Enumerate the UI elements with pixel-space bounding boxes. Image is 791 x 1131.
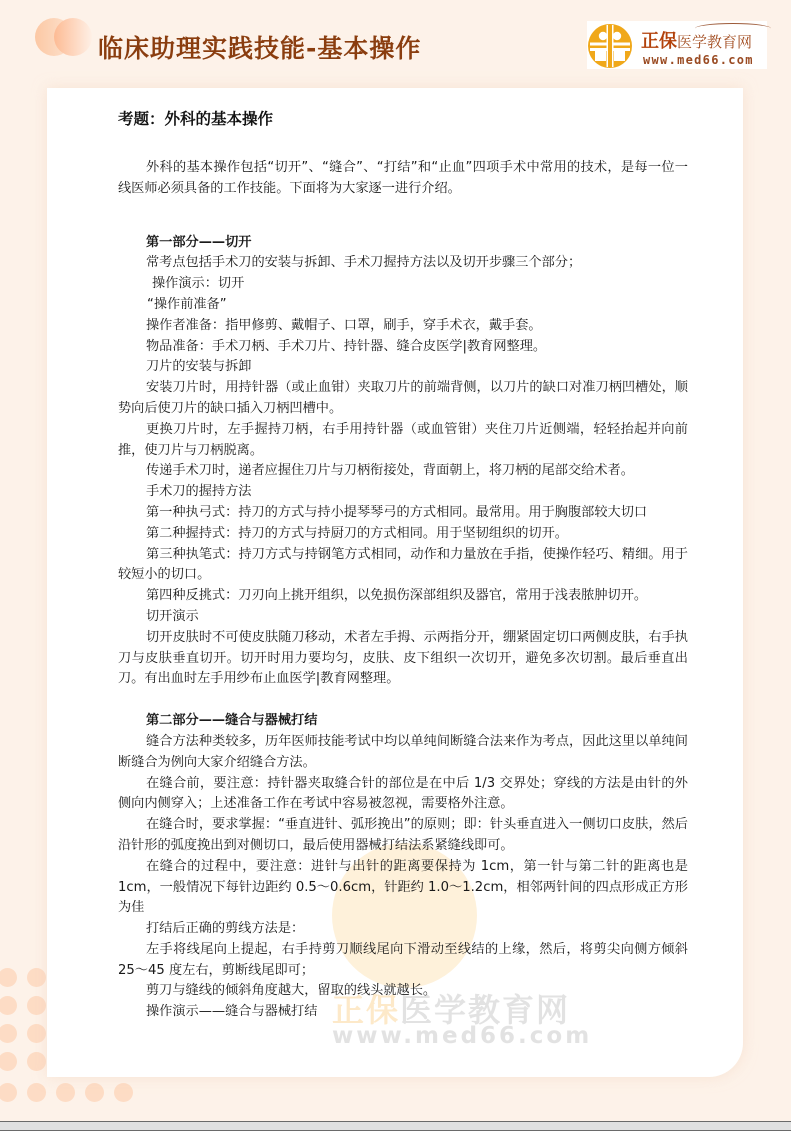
decor-dot bbox=[27, 968, 46, 987]
section1-line: 操作演示：切开 bbox=[152, 276, 245, 292]
watermark-url: www.med66.com bbox=[332, 1023, 593, 1049]
decor-dot bbox=[0, 968, 17, 987]
logo-name-strong: 正保 bbox=[641, 31, 677, 52]
section2-paragraph: 打结后正确的剪线方法是： bbox=[146, 921, 305, 937]
decor-dot bbox=[0, 1024, 17, 1043]
intro-paragraph: 外科的基本操作包括“切开”、“缝合”、“打结”和“止血”四项手术中常用的技术，是每一位一线医师必须具备的工作技能。下面将为大家逐一进行介绍。 bbox=[118, 160, 688, 196]
grip-paragraph: 第二种握持式：持刀的方式与持厨刀的方式相同。用于坚韧组织的切开。 bbox=[146, 525, 568, 541]
section1-line: 刀片的安装与拆卸 bbox=[146, 359, 252, 375]
section2-paragraph: 在缝合前，要注意：持针器夹取缝合针的部位是在中后 1/3 交界处；穿线的方法是由针的外侧向内侧穿入；上述准备工作在考试中容易被忽视，需要格外注意。 bbox=[118, 775, 688, 812]
decor-dot bbox=[0, 1083, 17, 1102]
horizontal-scrollbar[interactable] bbox=[0, 1121, 791, 1131]
logo-url: www.med66.com bbox=[643, 53, 754, 67]
grip-heading: 手术刀的握持方法 bbox=[146, 484, 252, 500]
section2-paragraph: 在缝合时，要求掌握：“垂直进针、弧形挽出”的原则；即：针头垂直进入一侧切口皮肤，然后沿针形的弧度挽出到对侧切口，最后使用器械打结法系紧缝线即可。 bbox=[118, 817, 688, 853]
section2-paragraph: 左手将线尾向上提起，右手持剪刀顺线尾向下滑动至线结的上缘，然后，将剪尖向侧方倾斜 25～45 度左右，剪断线尾即可； bbox=[118, 941, 688, 978]
decor-dot bbox=[27, 996, 46, 1015]
brand-logo bbox=[587, 21, 767, 69]
decor-dot bbox=[27, 1083, 46, 1102]
logo-name bbox=[641, 27, 752, 53]
decor-dot bbox=[27, 1024, 46, 1043]
watermark-text: 正保医学教育网 bbox=[332, 991, 571, 1029]
document-title: 考题：外科的基本操作 bbox=[118, 109, 274, 128]
grip-paragraph: 第一种执弓式：持刀的方式与持小提琴琴弓的方式相同。最常用。用于胸腹部较大切口 bbox=[146, 504, 648, 520]
decor-dot bbox=[0, 1052, 17, 1071]
grip-paragraph: 第四种反挑式：刀刃向上挑开组织，以免损伤深部组织及器官，常用于浅表脓肿切开。 bbox=[146, 588, 648, 604]
page-title: 临床助理实践技能-基本操作 bbox=[98, 34, 422, 63]
demo-paragraph: 切开皮肤时不可使皮肤随刀移动，术者左手拇、示两指分开，绷紧固定切口两侧皮肤，右手执刀与皮肤垂直切开。切开时用力要均匀，皮肤、皮下组织一次切开，避免多次切割。最后垂直出刀。有出血时左手用纱布止血医学|教育网整理。 bbox=[118, 629, 688, 687]
medical-cross-logo-icon bbox=[587, 23, 633, 69]
section1-line: “操作前准备” bbox=[147, 296, 227, 312]
decor-dot bbox=[85, 1083, 104, 1102]
section1-line: 操作者准备：指甲修剪、戴帽子、口罩，刷手，穿手术衣，戴手套。 bbox=[146, 317, 542, 333]
decor-dot bbox=[114, 1083, 133, 1102]
logo-name-soft: 医学教育网 bbox=[677, 33, 753, 51]
section1-line: 常考点包括手术刀的安装与拆卸、手术刀握持方法以及切开步骤三个部分； bbox=[146, 255, 582, 271]
section1-line: 物品准备：手术刀柄、手术刀片、持针器、缝合皮医学|教育网整理。 bbox=[146, 338, 547, 354]
decor-circle bbox=[54, 18, 92, 56]
blade-paragraph: 更换刀片时，左手握持刀柄，右手用持针器（或血管钳）夹住刀片近侧端，轻轻抬起并向前推，使刀片与刀柄脱离。 bbox=[118, 421, 688, 458]
section2-paragraph: 在缝合的过程中，要注意：进针与出针的距离要保持为 1cm，第一针与第二针的距离也是 1cm，一般情况下每针边距约 0.5～0.6cm，针距约 1.0～1.2cm，相邻两针间的四点形成正方形为佳 bbox=[118, 858, 688, 916]
section2-heading: 第二部分——缝合与器械打结 bbox=[146, 713, 318, 729]
blade-paragraph: 安装刀片时，用持针器（或止血钳）夹取刀片的前端背侧，以刀片的缺口对准刀柄凹槽处，顺势向后使刀片的缺口插入刀柄凹槽中。 bbox=[118, 380, 688, 416]
decor-dot bbox=[0, 996, 17, 1015]
demo-heading: 切开演示 bbox=[146, 608, 199, 624]
decor-dot bbox=[27, 1052, 46, 1071]
grip-paragraph: 第三种执笔式：持刀方式与持钢笔方式相同，动作和力量放在手指，使操作轻巧、精细。用于较短小的切口。 bbox=[118, 546, 688, 583]
blade-paragraph: 传递手术刀时，递者应握住刀片与刀柄衔接处，背面朝上，将刀柄的尾部交给术者。 bbox=[146, 463, 634, 479]
section2-paragraph: 缝合方法种类较多，历年医师技能考试中均以单纯间断缝合法来作为考点，因此这里以单纯间断缝合为例向大家介绍缝合方法。 bbox=[118, 733, 688, 770]
section2-paragraph: 剪刀与缝线的倾斜角度越大，留取的线头就越长。 bbox=[146, 983, 437, 999]
document-body bbox=[118, 107, 688, 1023]
section2-paragraph: 操作演示——缝合与器械打结 bbox=[146, 1004, 318, 1020]
decor-dot bbox=[56, 1083, 75, 1102]
section1-heading: 第一部分——切开 bbox=[146, 234, 252, 250]
header-decoration bbox=[34, 16, 94, 58]
